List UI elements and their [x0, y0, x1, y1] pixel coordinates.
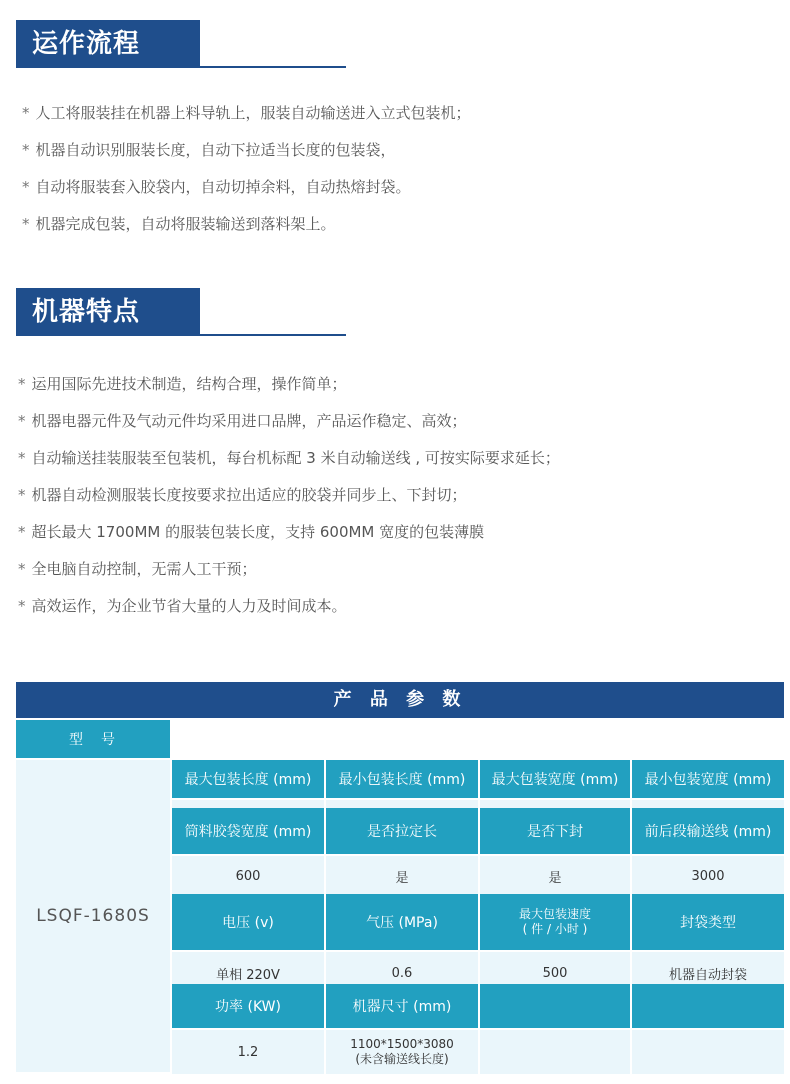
list-item-text: 全电脑自动控制，无需人工干预； — [31, 560, 257, 578]
param-value: 是 — [480, 856, 630, 896]
param-value: 是 — [326, 856, 478, 896]
param-value: 机器自动封袋 — [632, 952, 784, 994]
bullet-star: * — [18, 523, 26, 541]
param-header: 最小包装宽度 (mm) — [632, 760, 784, 798]
param-header: 筒料胶袋宽度 (mm) — [172, 808, 324, 854]
list-item-text: 机器自动检测服装长度按要求拉出适应的胶袋并同步上、下封切； — [31, 486, 467, 504]
bullet-star: * — [18, 560, 26, 578]
list-item-text: 高效运作，为企业节省大量的人力及时间成本。 — [31, 597, 347, 615]
workflow-list — [22, 100, 471, 248]
param-value: 1.2 — [172, 1030, 324, 1074]
param-value: 500 — [480, 952, 630, 994]
features-header — [16, 288, 346, 338]
param-value: 3000 — [632, 856, 784, 896]
list-item — [22, 174, 471, 200]
param-value — [480, 1030, 630, 1074]
param-value: 0.6 — [326, 952, 478, 994]
bullet-star: * — [18, 412, 26, 430]
list-item — [18, 477, 560, 514]
param-value — [632, 1030, 784, 1074]
workflow-title: 运作流程 — [16, 20, 200, 68]
bullet-star: * — [22, 141, 30, 159]
list-item — [18, 366, 560, 403]
param-header — [632, 984, 784, 1028]
list-item-text: 自动输送挂装服装至包装机，每台机标配 3 米自动输送线 , 可按实际要求延长； — [31, 449, 560, 467]
list-item-text: 超长最大 1700MM 的服装包装长度，支持 600MM 宽度的包装薄膜 — [31, 523, 485, 541]
bullet-star: * — [22, 178, 30, 196]
list-item — [18, 440, 560, 477]
param-header: 前后段输送线 (mm) — [632, 808, 784, 854]
bullet-star: * — [18, 375, 26, 393]
features-underline — [200, 334, 346, 336]
param-value: 600 — [172, 856, 324, 896]
table-title: 产 品 参 数 — [16, 682, 784, 718]
list-item — [22, 137, 471, 163]
param-header: 电压 (v) — [172, 894, 324, 950]
list-item-text: 自动将服装套入胶袋内，自动切掉余料，自动热熔封袋。 — [35, 178, 411, 196]
product-params-table — [16, 682, 784, 1074]
list-item — [18, 588, 560, 625]
param-header: 最小包装长度 (mm) — [326, 760, 478, 798]
list-item-text: 机器完成包装，自动将服装输送到落料架上。 — [35, 215, 336, 233]
param-header: 是否下封 — [480, 808, 630, 854]
list-item-text: 机器电器元件及气动元件均采用进口品牌，产品运作稳定、高效； — [31, 412, 467, 430]
param-value: 1100*1500*3080 (未含输送线长度) — [326, 1030, 478, 1074]
list-item-text: 人工将服装挂在机器上料导轨上，服装自动输送进入立式包装机； — [35, 104, 471, 122]
list-item — [22, 100, 471, 126]
list-item — [18, 403, 560, 440]
model-value: LSQF-1680S — [16, 760, 170, 1072]
list-item-text: 机器自动识别服装长度，自动下拉适当长度的包装袋， — [35, 141, 396, 159]
workflow-underline — [200, 66, 346, 68]
list-item — [18, 551, 560, 588]
bullet-star: * — [18, 597, 26, 615]
list-item — [18, 514, 560, 551]
model-header: 型 号 — [16, 720, 170, 758]
param-header — [480, 984, 630, 1028]
bullet-star: * — [22, 104, 30, 122]
param-value: 单相 220V — [172, 952, 324, 994]
bullet-star: * — [22, 215, 30, 233]
list-item-text: 运用国际先进技术制造，结构合理，操作简单； — [31, 375, 347, 393]
bullet-star: * — [18, 449, 26, 467]
param-header: 最大包装速度 ( 件 / 小时 ) — [480, 894, 630, 950]
list-item — [22, 211, 471, 237]
param-header: 气压 (MPa) — [326, 894, 478, 950]
param-header: 最大包装长度 (mm) — [172, 760, 324, 798]
param-header: 最大包装宽度 (mm) — [480, 760, 630, 798]
param-header: 封袋类型 — [632, 894, 784, 950]
bullet-star: * — [18, 486, 26, 504]
workflow-header — [16, 20, 346, 70]
features-title: 机器特点 — [16, 288, 200, 336]
param-header: 功率 (KW) — [172, 984, 324, 1028]
param-header: 是否拉定长 — [326, 808, 478, 854]
param-header: 机器尺寸 (mm) — [326, 984, 478, 1028]
features-list — [18, 366, 560, 625]
